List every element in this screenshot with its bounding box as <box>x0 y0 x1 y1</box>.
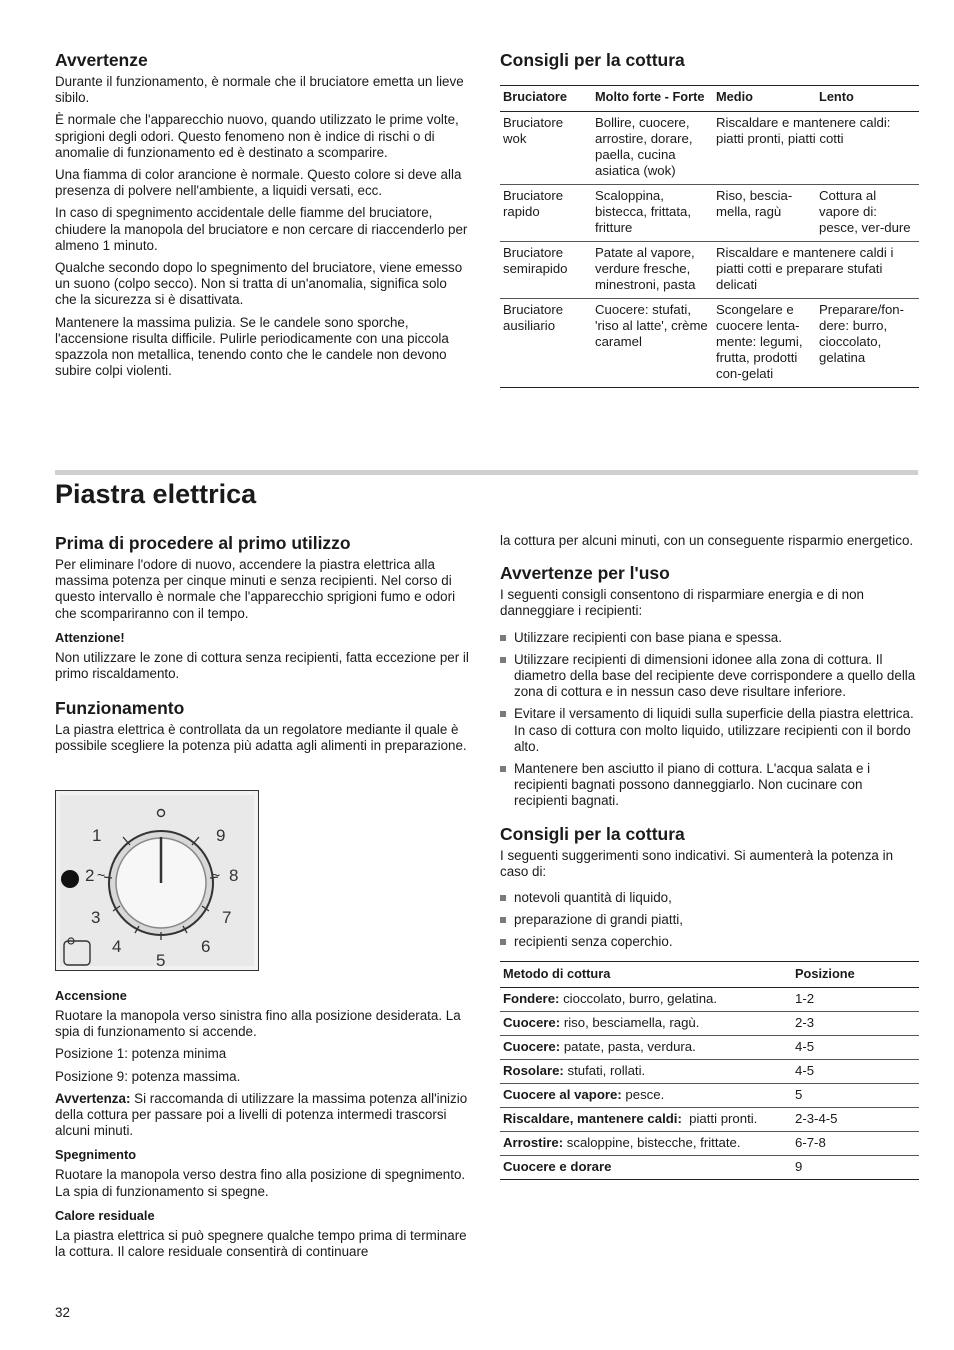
pos9-text: Posizione 9: potenza massima. <box>55 1068 241 1084</box>
pos1-text: Posizione 1: potenza minima <box>55 1046 227 1062</box>
list-item: Evitare il versamento di liquidi sulla superficie della piastra elettrica. In caso di cottura con molto liquido, utilizzare recipienti con il bordo alto. <box>500 706 919 755</box>
svg-text:~: ~ <box>97 867 106 883</box>
section-divider <box>55 470 918 475</box>
consigli-gas-heading: Consigli per la cottura <box>500 50 685 70</box>
burner-cell: Bruciatore rapido <box>500 184 592 241</box>
list-item: Utilizzare recipienti di dimensioni idonee alla zona di cottura. Il diametro della base del recipiente deve corrispondere a quello della zona di cottura e in nessun caso deve risultare inferiore. <box>500 652 919 701</box>
knob-label: 1 <box>92 826 102 845</box>
strong-cell: Cuocere: stufati, 'riso al latte', crème caramel <box>592 298 713 387</box>
primo-utilizzo-text: Per eliminare l'odore di nuovo, accendere la piastra elettrica alla massima potenza per cinque minuti e senza recipienti. Nel corso di questo intervallo è normale che l'apparecchio sprigioni fumo e odori che scompariranno con il tempo. <box>55 557 456 621</box>
span-cell: Riscaldare e mantenere caldi: piatti pronti, piatti cotti <box>713 111 919 184</box>
consigli-el-list <box>500 890 919 951</box>
table-row <box>500 1083 919 1107</box>
method-name: Cuocere: <box>503 1014 561 1030</box>
table-header: Metodo di cottura <box>500 961 792 987</box>
table-row <box>500 184 919 241</box>
section-title: Piastra elettrica <box>55 479 257 509</box>
right-column <box>500 533 919 1180</box>
burner-table <box>500 85 919 388</box>
method-detail: cioccolato, burro, gelatina. <box>559 990 718 1006</box>
method-name: Cuocere: <box>503 1038 561 1054</box>
left-column <box>55 533 470 761</box>
method-detail: riso, besciamella, ragù. <box>560 1014 700 1030</box>
calore-text: La piastra elettrica si può spegnere qualche tempo prima di terminare la cottura. Il calore residuale consentirà di continuare <box>55 1227 467 1260</box>
avvertenze-paragraph: Durante il funzionamento, è normale che il bruciatore emetta un lieve sibilo. <box>55 74 464 106</box>
avvertenze-paragraph: Qualche secondo dopo lo spegnimento del bruciatore, viene emesso un suono (colpo secco). Non si tratta di un'anomalia, significa solo che la sicurezza si è disattivata. <box>55 260 463 308</box>
calore-continuation: la cottura per alcuni minuti, con un conseguente risparmio energetico. <box>500 533 914 548</box>
method-name: Rosolare: <box>503 1062 564 1078</box>
method-detail: piatti pronti. <box>681 1110 758 1126</box>
position-cell: 4-5 <box>792 1059 919 1083</box>
table-row <box>500 1035 919 1059</box>
medium-cell: Scongelare e cuocere lenta-mente: legumi, frutta, prodotti con-gelati <box>713 298 816 387</box>
method-name: Arrostire: <box>503 1134 564 1150</box>
list-item: Mantenere ben asciutto il piano di cottura. L'acqua salata e i recipienti bagnati possono danneggiarlo. Non cucinare con recipienti bagnati. <box>500 761 919 810</box>
accensione-text: Ruotare la manopola verso sinistra fino alla posizione desiderata. La spia di funzionamento si accende. <box>55 1008 461 1040</box>
burner-cell: Bruciatore wok <box>500 111 592 184</box>
avvertenza-text: Si raccomanda di utilizzare la massima potenza all'inizio della cottura per passare poi a livelli di potenza intermedi trascorsi alcuni minuti. <box>55 1090 468 1139</box>
indicator-light-icon <box>61 870 79 888</box>
table-row <box>500 298 919 387</box>
spegnimento-text: Ruotare la manopola verso destra fino alla posizione di spegnimento. La spia di funzionamento si spegne. <box>55 1167 466 1199</box>
avvertenze-uso-intro: I seguenti consigli consentono di risparmiare energia e di non danneggiare i recipienti: <box>500 587 864 619</box>
table-row <box>500 1131 919 1155</box>
avvertenze-paragraph: In caso di spegnimento accidentale delle fiamme del bruciatore, chiudere la manopola del bruciatore e non cercare di riaccenderlo per almeno 1 minuto. <box>55 205 468 253</box>
primo-utilizzo-heading: Prima di procedere al primo utilizzo <box>55 533 351 553</box>
table-header: Medio <box>713 86 816 112</box>
table-row <box>500 1155 919 1179</box>
table-row <box>500 1011 919 1035</box>
avvertenze-paragraph: Mantenere la massima pulizia. Se le candele sono sporche, l'accensione risulta difficile. Pulirle periodicamente con una piccola spazzola non metallica, tenendo conto che le candele non devono subire colpi violenti. <box>55 314 449 379</box>
accensione-label: Accensione <box>55 988 127 1003</box>
knob-label: 8 <box>229 866 239 885</box>
span-cell: Riscaldare e mantenere caldi i piatti cotti e preparare stufati delicati <box>713 241 919 298</box>
knob-label: 5 <box>156 951 166 970</box>
position-cell: 1-2 <box>792 987 919 1011</box>
consigli-el-heading: Consigli per la cottura <box>500 823 685 844</box>
knob-label: 6 <box>201 937 211 956</box>
medium-cell: Riso, bescia-mella, ragù <box>713 184 816 241</box>
avvertenze-uso-list <box>500 630 919 810</box>
knob-label: 3 <box>91 908 101 927</box>
table-row <box>500 111 919 184</box>
position-cell: 6-7-8 <box>792 1131 919 1155</box>
method-name: Fondere: <box>503 990 560 1006</box>
funzionamento-text: La piastra elettrica è controllata da un regolatore mediante il quale è possibile scegliere la potenza più adatta agli alimenti in preparazione. <box>55 722 467 754</box>
left-column-lower <box>55 988 470 1266</box>
page-number: 32 <box>55 1305 70 1320</box>
knob-svg <box>56 791 258 970</box>
table-header: Posizione <box>792 961 919 987</box>
strong-cell: Patate al vapore, verdure fresche, minestroni, pasta <box>592 241 713 298</box>
avvertenza-label: Avvertenza: <box>55 1090 131 1106</box>
slow-cell: Preparare/fon-dere: burro, cioccolato, gelatina <box>816 298 919 387</box>
method-detail: stufati, rollati. <box>563 1062 646 1078</box>
method-detail: scaloppine, bistecche, frittate. <box>563 1134 741 1150</box>
attention-text: Non utilizzare le zone di cottura senza recipienti, fatta eccezione per il primo riscaldamento. <box>55 649 469 682</box>
knob-illustration <box>55 790 259 971</box>
calore-label: Calore residuale <box>55 1207 155 1223</box>
attention-label: Attenzione! <box>55 629 125 645</box>
table-row <box>500 1059 919 1083</box>
strong-cell: Scaloppina, bistecca, frittata, fritture <box>592 184 713 241</box>
list-item: preparazione di grandi piatti, <box>500 912 919 928</box>
burner-cell: Bruciatore semirapido <box>500 241 592 298</box>
knob-label: 9 <box>216 826 226 845</box>
method-detail: patate, pasta, verdura. <box>560 1038 696 1054</box>
method-name: Cuocere al vapore: <box>503 1086 622 1102</box>
position-cell: 4-5 <box>792 1035 919 1059</box>
svg-text:~: ~ <box>212 867 221 883</box>
avvertenze-paragraph: È normale che l'apparecchio nuovo, quando utilizzato le prime volte, sprigioni degli odori. Questo fenomeno non è indice di rischi o di anomalie di funzionamento ed è destinato a scomparire. <box>55 112 459 160</box>
burner-cell: Bruciatore ausiliario <box>500 298 592 387</box>
funzionamento-heading: Funzionamento <box>55 698 185 719</box>
table-header: Molto forte - Forte <box>592 86 713 112</box>
method-detail: pesce. <box>621 1086 665 1102</box>
position-cell: 2-3 <box>792 1011 919 1035</box>
table-row <box>500 1107 919 1131</box>
avvertenze-section <box>55 50 470 385</box>
strong-cell: Bollire, cuocere, arrostire, dorare, paella, cucina asiatica (wok) <box>592 111 713 184</box>
position-cell: 9 <box>792 1155 919 1179</box>
avvertenza-paragraph <box>55 1091 470 1140</box>
knob-label: 4 <box>112 937 122 956</box>
method-name: Cuocere e dorare <box>503 1158 612 1174</box>
position-cell: 2-3-4-5 <box>792 1107 919 1131</box>
table-row <box>500 241 919 298</box>
table-row <box>500 987 919 1011</box>
table-header: Bruciatore <box>500 86 592 112</box>
method-name: Riscaldare, mantenere caldi: <box>503 1110 682 1126</box>
knob-label: 7 <box>222 908 232 927</box>
table-header: Lento <box>816 86 919 112</box>
avvertenze-uso-heading: Avvertenze per l'uso <box>500 563 670 584</box>
consigli-el-intro: I seguenti suggerimenti sono indicativi. Si aumenterà la potenza in caso di: <box>500 847 894 879</box>
avvertenze-paragraph: Una fiamma di color arancione è normale. Questo colore si deve alla presenza di polvere nell'ambiente, a liquidi versati, ecc. <box>55 167 462 199</box>
list-item: recipienti senza coperchio. <box>500 934 919 950</box>
list-item: Utilizzare recipienti con base piana e spessa. <box>500 630 919 646</box>
method-table <box>500 961 919 1180</box>
position-cell: 5 <box>792 1083 919 1107</box>
slow-cell: Cottura al vapore di: pesce, ver-dure <box>816 184 919 241</box>
spegnimento-label: Spegnimento <box>55 1147 137 1163</box>
avvertenze-heading: Avvertenze <box>55 50 148 70</box>
consigli-gas-section <box>500 50 919 388</box>
list-item: notevoli quantità di liquido, <box>500 890 919 906</box>
knob-label: 2 <box>85 866 95 885</box>
